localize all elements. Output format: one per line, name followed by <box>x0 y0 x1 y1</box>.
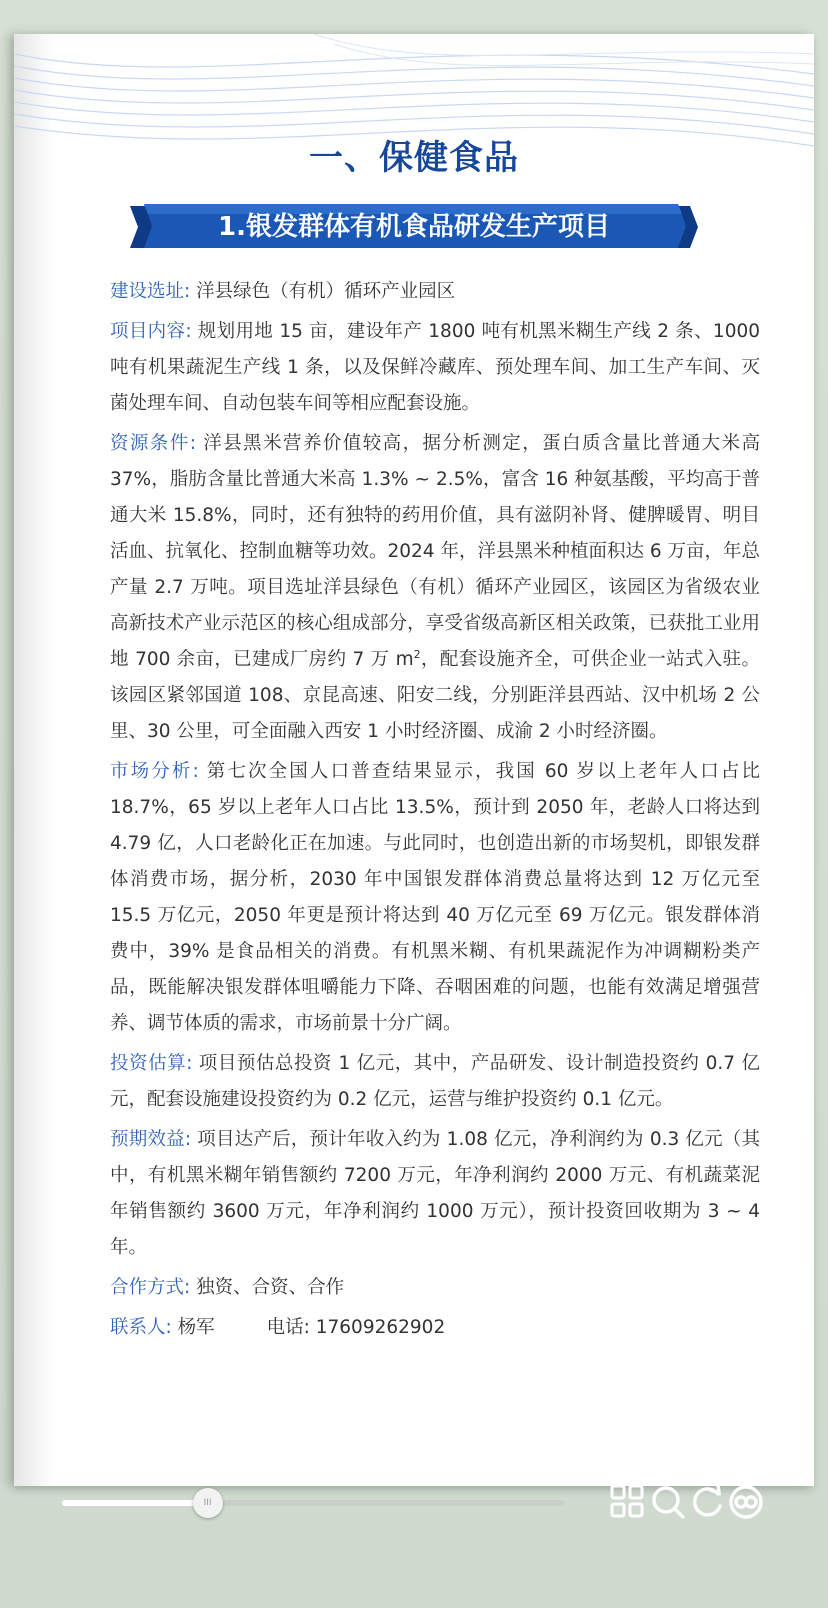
grid-icon[interactable] <box>608 1480 648 1524</box>
field-text: 项目达产后，预计年收入约为 1.08 亿元，净利润约为 0.3 亿元（其中，有机黑米糊年销售额约 7200 万元，年净利润约 2000 万元、有机蔬菜泥年销售额约 3600 万元，年净利润约 1000 万元），预计投资回收期为 3 ~ 4 年。 <box>110 1129 761 1258</box>
project-title-banner <box>130 204 698 250</box>
field-label: 项目内容: <box>110 321 192 342</box>
field-text: 洋县黑米营养价值较高，据分析测定，蛋白质含量比普通大米高 37%，脂肪含量比普通大米高 1.3% ~ 2.5%，富含 16 种氨基酸，平均高于普通大米 15.8%，同时，还有独特的药用价值，具有滋阴补肾、健脾暖胃、明目活血、抗氧化、控制血糖等功效。2024 年，洋县黑米种植面积达 6 万亩，年总产量 2.7 万吨。项目选址洋县绿色（有机）循环产业园区，该园区为省级农业高新技术产业示范区的核心组成部分，享受省级高新区相关政策，已获批工业用地 700 余亩，已建成厂房约 7 万 m <box>110 433 760 670</box>
project-title: 1.银发群体有机食品研发生产项目 <box>218 212 610 242</box>
section-heading: 一、保健食品 <box>309 138 519 178</box>
project-body <box>110 274 760 1350</box>
field-label: 建设选址: <box>110 281 191 302</box>
contact-label: 联系人: <box>110 1317 172 1338</box>
document-page <box>14 34 814 1486</box>
field-location <box>110 274 760 310</box>
superscript: 2 <box>413 647 421 661</box>
field-text: 规划用地 15 亩，建设年产 1800 吨有机黑米糊生产线 2 条、1000 吨有机果蔬泥生产线 1 条，以及保鲜冷藏库、预处理车间、加工生产车间、灭菌处理车间、自动包装车间等相应配套设施。 <box>110 321 760 414</box>
field-label: 合作方式: <box>110 1277 191 1298</box>
field-label: 资源条件: <box>110 433 196 454</box>
search-icon[interactable] <box>648 1480 688 1524</box>
field-text: 第七次全国人口普查结果显示，我国 60 岁以上老年人口占比 18.7%，65 岁以上老年人口占比 13.5%，预计到 2050 年，老龄人口将达到 4.79 亿，人口老龄化正在加速。与此同时，也创造出新的市场契机，即银发群体消费市场，据分析，2030 年中国银发群体消费总量将达到 12 万亿元至 15.5 万亿元，2050 年更是预计将达到 40 万亿元至 69 万亿元。银发群体消费中，39% 是食品相关的消费。有机黑米糊、有机果蔬泥作为冲调糊粉类产品，既能解决银发群体咀嚼能力下降、吞咽困难的问题，也能有效满足增强营养、调节体质的需求，市场前景十分广阔。 <box>110 761 761 1034</box>
field-benefits <box>110 1122 760 1266</box>
field-text-continued: ，配套设施齐全，可供企业一站式入驻。该园区紧邻国道 108、京昆高速、阳安二线，分别距洋县西站、汉中机场 2 公里、30 公里，可全面融入西安 1 小时经济圈、成渝 2 小时经济圈。 <box>110 649 760 742</box>
field-text: 洋县绿色（有机）循环产业园区 <box>190 281 456 302</box>
field-content <box>110 314 760 422</box>
phone-label: 电话: <box>266 1317 310 1338</box>
field-text: 独资、合资、合作 <box>190 1277 345 1298</box>
phone-number: 17609262902 <box>309 1317 446 1338</box>
viewer-controls <box>0 1460 828 1540</box>
field-label: 市场分析: <box>110 761 199 782</box>
field-cooperation <box>110 1270 760 1306</box>
contact-name: 杨军 <box>171 1317 215 1338</box>
page-spine-shadow <box>14 34 54 1486</box>
field-label: 预期效益: <box>110 1129 192 1150</box>
field-text: 项目预估总投资 1 亿元，其中，产品研发、设计制造投资约 0.7 亿元，配套设施建设投资约为 0.2 亿元，运营与维护投资约 0.1 亿元。 <box>110 1053 760 1110</box>
progress-fill <box>62 1500 208 1506</box>
field-investment <box>110 1046 760 1118</box>
page-progress-slider[interactable] <box>62 1500 564 1506</box>
link-icon[interactable] <box>726 1480 766 1524</box>
field-contact <box>110 1310 760 1346</box>
rotate-icon[interactable] <box>688 1480 728 1524</box>
field-label: 投资估算: <box>110 1053 193 1074</box>
slider-handle[interactable]: III <box>193 1488 223 1518</box>
field-market <box>110 754 760 1042</box>
field-resources <box>110 426 760 750</box>
